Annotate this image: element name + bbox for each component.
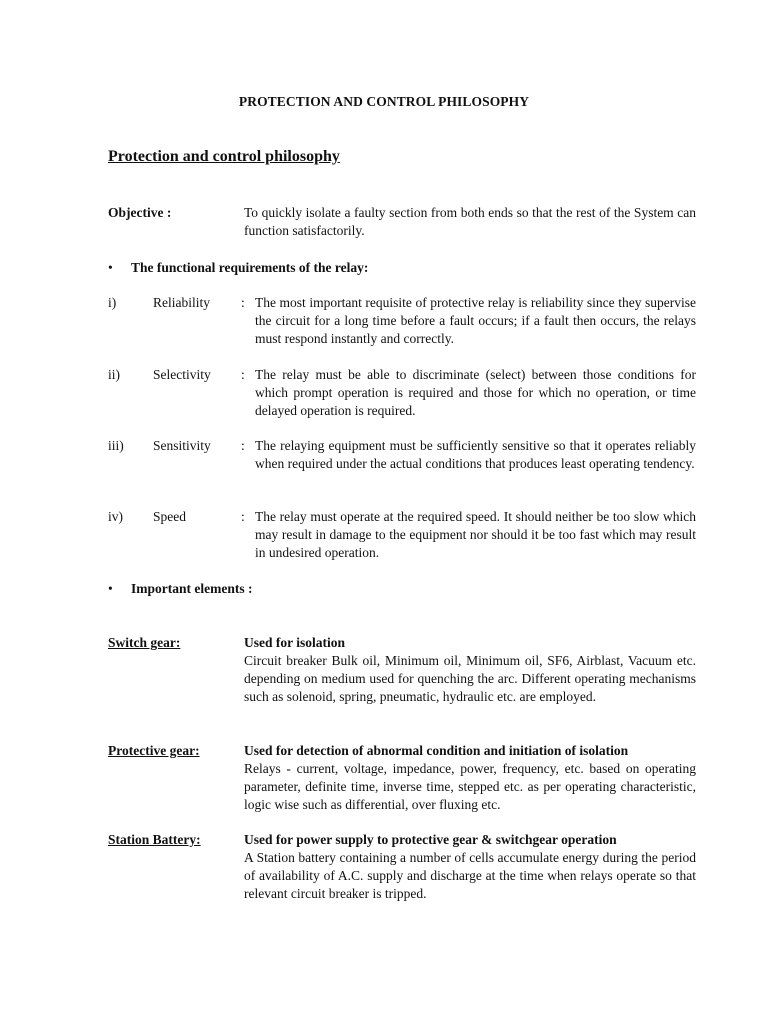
element-label: Protective gear: — [108, 743, 200, 758]
element-subtitle: Used for power supply to protective gear & switchgear operation — [244, 832, 617, 847]
requirement-number: i) — [108, 295, 117, 310]
requirement-name: Selectivity — [153, 367, 211, 382]
requirement-number: iv) — [108, 509, 123, 524]
element-subtitle: Used for detection of abnormal condition and initiation of isolation — [244, 743, 629, 758]
requirement-text: The relaying equipment must be sufficiently sensitive so that it operates reliably when required under the actual conditions that produces least operating tendency. — [255, 438, 696, 471]
requirement-colon: : — [241, 438, 245, 453]
element-body — [244, 831, 696, 903]
requirement-name: Sensitivity — [153, 438, 211, 453]
objective-label: Objective : — [108, 205, 172, 220]
requirement-text: The most important requisite of protective relay is reliability since they supervise the circuit for a long time before a fault occurs; if a fault then occurs, the relays must respond instantly and correctly. — [255, 295, 696, 346]
requirement-row — [108, 366, 696, 426]
requirement-text: The relay must be able to discriminate (select) between those conditions for which prompt operation is required and those for which no operation, or time delayed operation is required. — [255, 367, 696, 418]
page-title: PROTECTION AND CONTROL PHILOSOPHY — [238, 94, 530, 109]
requirement-text: The relay must operate at the required speed. It should neither be too slow which may result in damage to the equipment nor should it be too fast which may result in undesired operation. — [255, 509, 696, 560]
requirement-name: Speed — [153, 509, 186, 524]
requirement-colon: : — [241, 509, 245, 524]
element-subtitle: Used for isolation — [244, 635, 346, 650]
element-label: Switch gear: — [108, 635, 181, 650]
requirement-row — [108, 508, 696, 568]
section-heading: Protection and control philosophy — [108, 148, 340, 165]
requirement-number: iii) — [108, 438, 124, 453]
requirement-colon: : — [241, 367, 245, 382]
requirement-name: Reliability — [153, 295, 210, 310]
element-text: Relays - current, voltage, impedance, power, frequency, etc. based on operating parameter, definite time, inverse time, stepped etc. as per operating characteristic, logic wise such as differential, over fluxing etc. — [244, 761, 696, 812]
requirement-colon: : — [241, 295, 245, 310]
elements-heading: Important elements : — [131, 581, 253, 596]
element-body — [244, 634, 696, 706]
element-text: Circuit breaker Bulk oil, Minimum oil, Minimum oil, SF6, Airblast, Vacuum etc. depending on medium used for quenching the arc. Different operating mechanisms such as solenoid, spring, pneumatic, hydraulic etc. are employed. — [244, 653, 696, 704]
requirement-number: ii) — [108, 367, 120, 382]
element-text: A Station battery containing a number of cells accumulate energy during the period of availability of A.C. supply and discharge at the time when relays operate so that relevant circuit breaker is tripped. — [244, 850, 696, 901]
requirement-row — [108, 437, 696, 497]
element-label: Station Battery: — [108, 832, 201, 847]
requirement-row — [108, 294, 696, 354]
bullet-icon: • — [108, 581, 113, 596]
element-body — [244, 742, 696, 814]
requirements-heading: The functional requirements of the relay: — [131, 260, 369, 275]
objective-text: To quickly isolate a faulty section from both ends so that the rest of the System can function satisfactorily. — [244, 205, 696, 238]
bullet-icon: • — [108, 260, 113, 275]
